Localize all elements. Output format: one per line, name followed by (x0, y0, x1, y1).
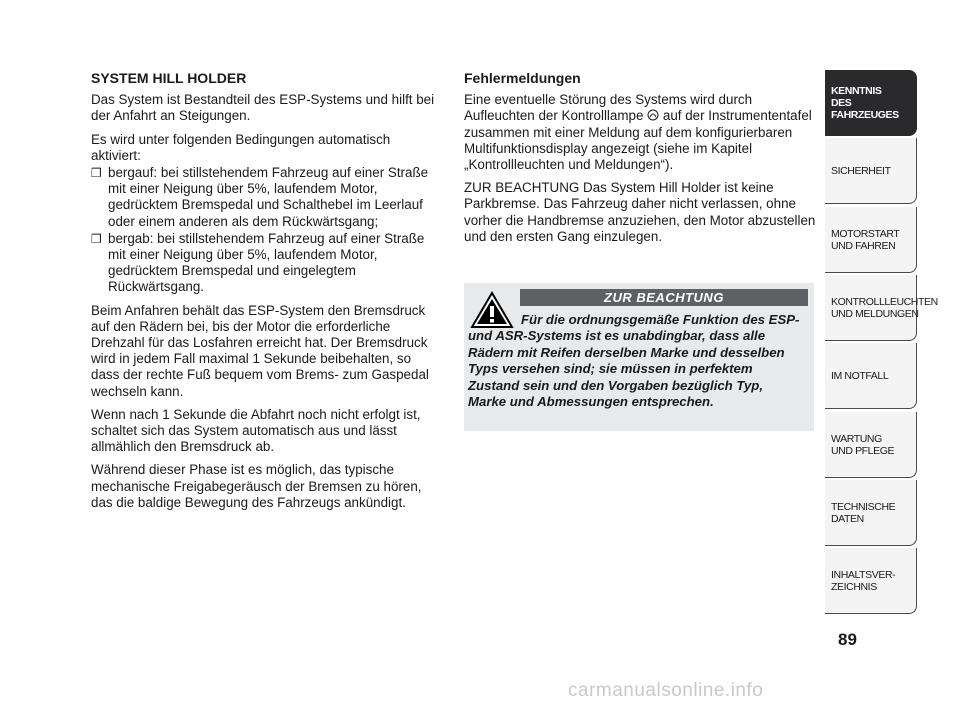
tab-label: SICHERHEIT (831, 164, 891, 177)
paragraph: Das System ist Bestandteil des ESP-Systems und hilft bei der Anfahrt an Steigungen. (91, 92, 435, 124)
paragraph-text: auf der Instrumententafel zusammen mit einer Meldung auf dem konfigurierbaren Multifunktionsdisplay angezeigt (siehe im Kapitel „Kontrollleuchten und Meldungen“). (464, 108, 812, 173)
watermark: carmanualsonline.info (568, 680, 764, 701)
tab-label: WARTUNG UND PFLEGE (831, 432, 895, 457)
tab-technische-daten[interactable] (825, 480, 917, 546)
tab-kontrollleuchten[interactable] (825, 275, 938, 341)
warning-text: Für die ordnungsgemäße Funktion des ESP- und ASR-Systems ist es unabdingbar, dass alle Rädern mit Reifen derselben Marke und desselben Typs versehen sind; sie müssen in perfektem Zustand sein und den Vorgaben bezüglich Typ, Marke und Abmessungen entsprechen. (468, 312, 800, 410)
tab-kenntnis-des-fahrzeuges[interactable] (825, 70, 917, 136)
paragraph: Es wird unter folgenden Bedingungen automatisch aktiviert: (91, 131, 391, 163)
list-item (91, 165, 441, 230)
tab-motorstart-und-fahren[interactable] (825, 207, 917, 273)
section-heading: Fehlermeldungen (464, 70, 581, 86)
page-number: 89 (838, 630, 857, 649)
paragraph: Beim Anfahren behält das ESP-System den Bremsdruck auf den Rädern bei, bis der Motor die erforderliche Drehzahl für das Losfahren erreicht hat. Der Bremsdruck wird in jedem Fall maximal 1 Sekunde beibehalten, so dass der rechte Fuß bequem vom Brems- zum Gaspedal wechseln kann. (91, 302, 429, 399)
esp-warning-lamp-icon (647, 109, 659, 121)
tab-label: IM NOTFALL (831, 369, 889, 382)
warning-box (464, 283, 814, 431)
section-heading: SYSTEM HILL HOLDER (91, 70, 247, 86)
tab-inhaltsverzeichnis[interactable] (825, 548, 917, 614)
paragraph-text: Eine eventuelle Störung des Systems wird durch Aufleuchten der Kontrolllampe (464, 92, 753, 124)
tab-im-notfall[interactable] (825, 343, 917, 409)
tab-label: MOTORSTART UND FAHREN (831, 227, 900, 252)
tab-label: KONTROLLLEUCHTEN UND MELDUNGEN (831, 295, 938, 320)
checkbox-bullet-icon: ❒ (91, 166, 102, 181)
tab-label: INHALTSVER- ZEICHNIS (831, 568, 896, 593)
paragraph: Während dieser Phase ist es möglich, das typische mechanische Freigabegeräusch der Bremsen zu hören, das die baldige Bewegung des Fahrzeugs ankündigt. (91, 462, 422, 510)
paragraph (464, 92, 816, 173)
tab-wartung-und-pflege[interactable] (825, 412, 917, 478)
tab-label: TECHNISCHE DATEN (831, 500, 896, 525)
list-item-text: bergab: bei stillstehendem Fahrzeug auf einer Straße mit einer Neigung über 5%, laufendem Motor, gedrücktem Bremspedal und eingelegtem Rückwärtsgang. (108, 230, 425, 295)
paragraph: ZUR BEACHTUNG Das System Hill Holder ist keine Parkbremse. Das Fahrzeug daher nicht verlassen, ohne vorher die Handbremse anzuziehen, den Motor abzustellen und den ersten Gang einzulegen. (464, 180, 816, 244)
tab-sicherheit[interactable] (825, 138, 917, 204)
warning-title: ZUR BEACHTUNG (520, 289, 808, 306)
checkbox-bullet-icon: ❒ (91, 231, 102, 246)
paragraph: Wenn nach 1 Sekunde die Abfahrt noch nicht erfolgt ist, schaltet sich das System automatisch aus und lässt allmählich den Bremsdruck ab. (91, 406, 421, 455)
tab-label: KENNTNIS DES FAHRZEUGES (831, 84, 899, 121)
right-column (464, 70, 816, 252)
list-item-text: bergauf: bei stillstehendem Fahrzeug auf einer Straße mit einer Neigung über 5%, laufendem Motor, gedrücktem Bremspedal und Schalthebel im Leerlauf oder einem anderen als dem Rückwärtsgang; (108, 165, 429, 229)
list-item (91, 231, 441, 296)
left-column (91, 70, 441, 518)
chapter-tabs (825, 70, 938, 618)
